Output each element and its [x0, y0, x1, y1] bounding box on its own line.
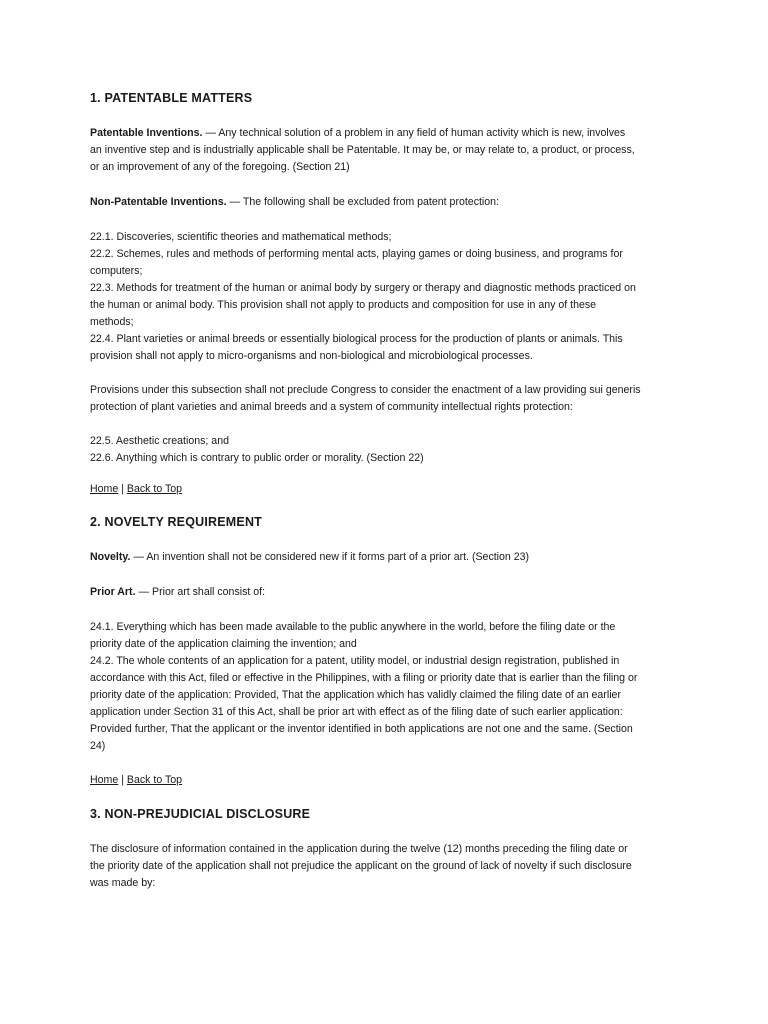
- section-3-heading: 3. NON-PREJUDICIAL DISCLOSURE: [90, 807, 311, 821]
- term-prior-art: Prior Art.: [90, 586, 136, 598]
- term-novelty: Novelty.: [90, 551, 131, 563]
- paragraph-line: The disclosure of information contained in the application during the twelve (12) months preceding the filing date or: [90, 843, 628, 855]
- back-to-top-link[interactable]: Back to Top: [126, 774, 183, 786]
- prior-art-paragraph: [90, 584, 680, 601]
- non-patentable-inventions-paragraph: [90, 194, 680, 211]
- list-line: 24): [90, 740, 106, 752]
- home-link[interactable]: Home: [90, 483, 119, 495]
- home-link[interactable]: Home: [90, 774, 119, 786]
- paragraph-line: or an improvement of any of the foregoing. (Section 21): [90, 161, 350, 173]
- list-line: the human or animal body. This provision shall not apply to products and composition for use in any of these: [90, 299, 597, 311]
- list-line: application under Section 31 of this Act, shall be prior art with effect as of the filing date of such earlier application:: [90, 706, 623, 718]
- prior-art-list: [90, 619, 680, 755]
- back-to-top-link[interactable]: Back to Top: [126, 483, 183, 495]
- section-2-heading: 2. NOVELTY REQUIREMENT: [90, 515, 263, 529]
- paragraph-line: was made by:: [90, 877, 156, 889]
- section-1-heading: 1. PATENTABLE MATTERS: [90, 91, 253, 105]
- list-line: methods;: [90, 316, 134, 328]
- list-line: 22.4. Plant varieties or animal breeds or essentially biological process for the production of plants or animals. This: [90, 333, 623, 345]
- paragraph-line: Provisions under this subsection shall not preclude Congress to consider the enactment of a law providing sui generis: [90, 384, 641, 396]
- section-1-nav: [90, 481, 182, 498]
- list-line: provision shall not apply to micro-organisms and non-biological and microbiological processes.: [90, 350, 533, 362]
- list-line: 22.5. Aesthetic creations; and: [90, 435, 229, 447]
- exclusions-list: [90, 229, 680, 365]
- list-line: accordance with this Act, filed or effective in the Philippines, with a filing or priority date that is earlier than the filing or: [90, 672, 638, 684]
- paragraph-line: Patentable Inventions. — Any technical solution of a problem in any field of human activity which is new, involves: [90, 127, 626, 139]
- paragraph-line: Non-Patentable Inventions. — The following shall be excluded from patent protection:: [90, 196, 500, 208]
- term-patentable-inventions: Patentable Inventions.: [90, 127, 203, 139]
- nav-separator: |: [118, 483, 127, 495]
- list-line: 22.6. Anything which is contrary to public order or morality. (Section 22): [90, 452, 424, 464]
- nav-separator: |: [118, 774, 127, 786]
- list-line: 22.2. Schemes, rules and methods of performing mental acts, playing games or doing business, and programs for: [90, 248, 623, 260]
- provisions-paragraph: [90, 382, 680, 416]
- list-line: priority date of the application: Provided, That the application which has validly claimed the filing date of an earlier: [90, 689, 621, 701]
- list-line: 22.3. Methods for treatment of the human or animal body by surgery or therapy and diagnostic methods practiced on: [90, 282, 636, 294]
- term-non-patentable-inventions: Non-Patentable Inventions.: [90, 196, 227, 208]
- paragraph-line: the priority date of the application shall not prejudice the applicant on the ground of lack of novelty if such disclosure: [90, 860, 632, 872]
- paragraph-line: Novelty. — An invention shall not be considered new if it forms part of a prior art. (Section 23): [90, 551, 530, 563]
- more-exclusions-list: [90, 433, 680, 467]
- paragraph-line: an inventive step and is industrially applicable shall be Patentable. It may be, or may relate to, a product, or process,: [90, 144, 635, 156]
- list-line: 22.1. Discoveries, scientific theories and mathematical methods;: [90, 231, 392, 243]
- section-2-nav: [90, 772, 182, 789]
- list-line: computers;: [90, 265, 143, 277]
- paragraph-line: protection of plant varieties and animal breeds and a system of community intellectual rights protection:: [90, 401, 573, 413]
- list-line: 24.1. Everything which has been made available to the public anywhere in the world, before the filing date or the: [90, 621, 616, 633]
- disclosure-paragraph: [90, 841, 680, 892]
- list-line: priority date of the application claiming the invention; and: [90, 638, 357, 650]
- paragraph-line: Prior Art. — Prior art shall consist of:: [90, 586, 266, 598]
- list-line: 24.2. The whole contents of an application for a patent, utility model, or industrial design registration, published in: [90, 655, 620, 667]
- novelty-paragraph: [90, 549, 680, 566]
- list-line: Provided further, That the applicant or the inventor identified in both applications are not one and the same. (Section: [90, 723, 633, 735]
- patentable-inventions-paragraph: [90, 125, 680, 176]
